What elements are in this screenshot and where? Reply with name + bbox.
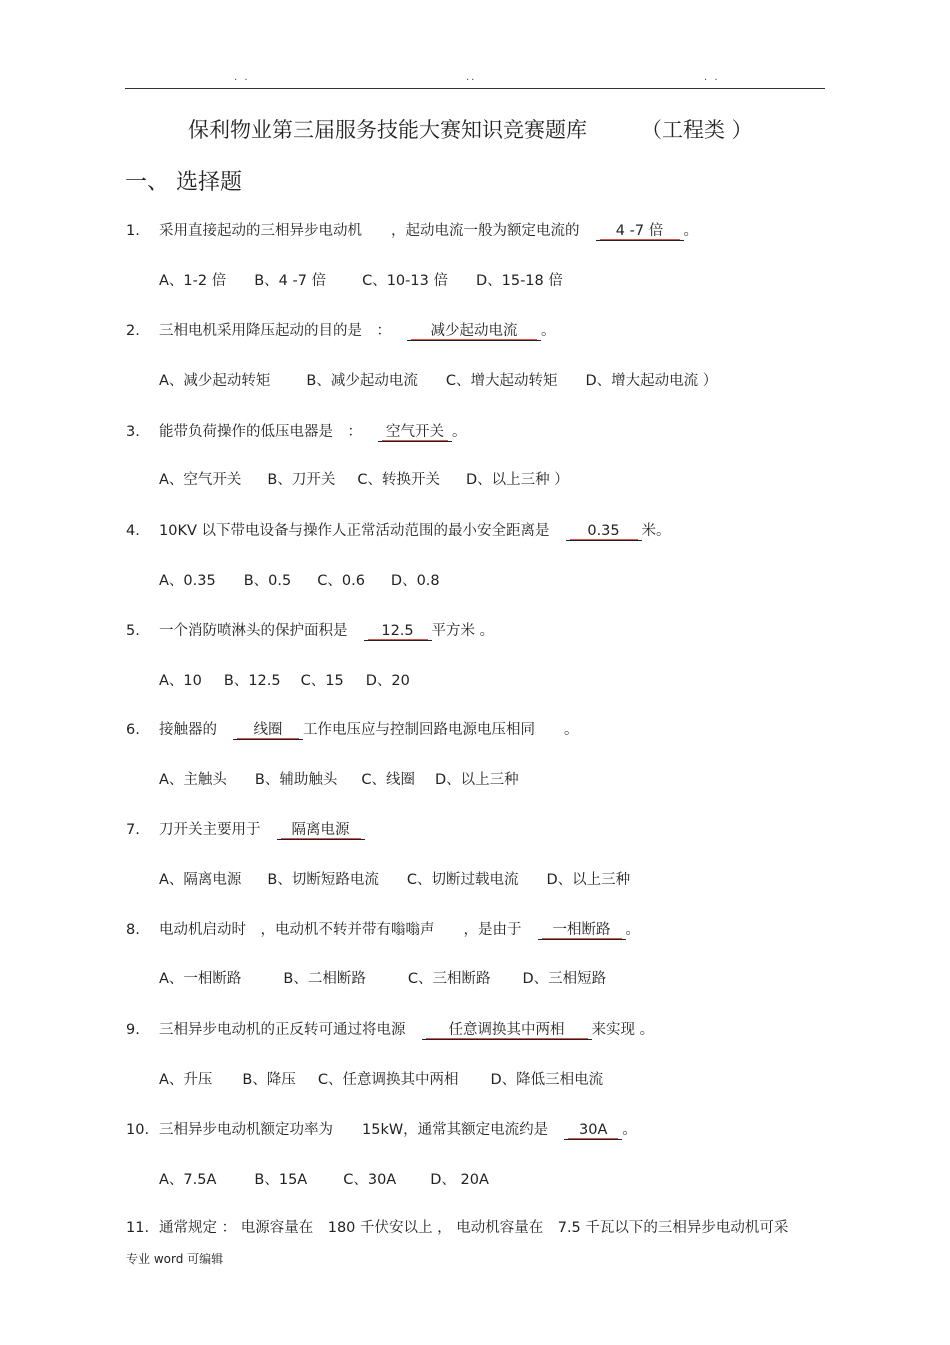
option-c: C、15 [300, 673, 344, 689]
options-row-7 [159, 868, 630, 889]
answer-blank: 隔离电源 [277, 822, 365, 840]
question-text: 三相异步电动机的正反转可通过将电源 [159, 1022, 406, 1038]
question-tail: 。 [541, 323, 556, 339]
question-number: 9. [126, 1022, 140, 1038]
document-title [188, 114, 753, 144]
question-text: 10KV 以下带电设备与操作人正常活动范围的最小安全距离是 [159, 523, 550, 539]
page-footer: 专业 word 可编辑 [126, 1252, 224, 1266]
question-tail: 米。 [641, 523, 671, 539]
option-a: A、空气开关 [159, 472, 242, 488]
option-b: B、辅助触头 [254, 772, 338, 788]
option-d: D、15-18 倍 [475, 273, 563, 289]
question-number: 6. [126, 722, 140, 738]
option-c: C、10-13 倍 [362, 273, 448, 289]
option-c: C、增大起动转矩 [445, 373, 558, 389]
title-tag: （工程类 ） [641, 118, 753, 142]
question-tail: 工作电压应与控制回路电源电压相同 。 [303, 722, 579, 738]
option-c: C、三相断路 [407, 971, 491, 987]
option-c: C、切断过载电流 [406, 872, 519, 888]
options-row-5 [159, 669, 410, 690]
header-mark-left: . . [234, 72, 250, 83]
question-tail: 。 [622, 1122, 637, 1138]
question-text: 能带负荷操作的低压电器是 ： [159, 424, 362, 440]
option-b: B、二相断路 [283, 971, 366, 987]
question-text: 刀开关主要用于 [159, 822, 261, 838]
option-a: A、7.5A [159, 1172, 217, 1188]
options-row-3 [159, 468, 569, 489]
question-tail: 来实现 。 [591, 1022, 655, 1038]
question-number: 3. [126, 424, 140, 440]
header-mark-right: . . [704, 72, 720, 83]
options-row-8 [159, 967, 606, 988]
question-tail: 。 [683, 223, 698, 239]
options-row-4 [159, 569, 440, 590]
option-d: D、以上三种 ） [466, 472, 569, 488]
option-d: D、三相短路 [522, 971, 607, 987]
option-d: D、0.8 [390, 573, 440, 589]
option-a: A、主触头 [159, 772, 227, 788]
question-tail: 。 [452, 424, 467, 440]
option-d: D、以上三种 [546, 872, 631, 888]
option-c: C、转换开关 [357, 472, 440, 488]
question-number: 8. [126, 922, 140, 938]
answer-blank: 12.5 [364, 623, 432, 641]
question-9 [126, 1018, 654, 1040]
option-d: D、降低三相电流 [490, 1072, 604, 1088]
option-b: B、切断短路电流 [267, 872, 379, 888]
option-d: D、以上三种 [435, 772, 519, 788]
question-7 [126, 818, 365, 840]
question-text: 通常规定 ： 电源容量在 180 千伏安以上 ， 电动机容量在 7.5 千瓦以下的三相异步电动机可采 [159, 1220, 789, 1236]
header-mark-center: .. [466, 72, 477, 83]
question-4 [126, 519, 671, 541]
answer-blank: 一相断路 [538, 922, 626, 940]
options-row-1 [159, 269, 563, 290]
option-b: B、降压 [242, 1072, 296, 1088]
question-text: 三相电机采用降压起动的目的是 ： [159, 323, 391, 339]
question-number: 10. [126, 1122, 150, 1138]
question-number: 4. [126, 523, 140, 539]
option-d: D、增大起动电流 ） [585, 373, 718, 389]
option-b: B、减少起动电流 [306, 373, 418, 389]
answer-blank: 空气开关 [378, 424, 452, 442]
option-a: A、0.35 [159, 573, 216, 589]
option-a: A、1-2 倍 [159, 273, 227, 289]
answer-blank: 30A [564, 1122, 622, 1140]
answer-blank: 4 -7 倍 [596, 223, 684, 241]
question-6 [126, 718, 579, 740]
option-a: A、一相断路 [159, 971, 242, 987]
options-row-10 [159, 1168, 489, 1189]
option-a: A、升压 [159, 1072, 213, 1088]
question-number: 2. [126, 323, 140, 339]
question-number: 1. [126, 223, 140, 239]
title-main: 保利物业第三届服务技能大赛知识竞赛题库 [188, 118, 587, 142]
options-row-2 [159, 369, 717, 390]
question-text: 三相异步电动机额定功率为 15kW，通常其额定电流约是 [159, 1122, 549, 1138]
header-rule [125, 88, 825, 89]
question-8 [126, 918, 640, 940]
option-a: A、隔离电源 [159, 872, 242, 888]
answer-blank: 减少起动电流 [407, 323, 541, 341]
question-number: 11. [126, 1220, 150, 1236]
question-number: 5. [126, 623, 140, 639]
option-b: B、0.5 [243, 573, 292, 589]
answer-blank: 线圈 [233, 722, 303, 740]
option-d: D、 20A [430, 1172, 489, 1188]
answer-blank: 任意调换其中两相 [422, 1022, 592, 1040]
answer-blank: 0.35 [566, 523, 642, 541]
question-text: 一个消防喷淋头的保护面积是 [159, 623, 348, 639]
question-5 [126, 619, 494, 641]
question-3 [126, 420, 467, 442]
question-tail: 平方米 。 [431, 623, 495, 639]
section-heading: 一、 选择题 [125, 170, 242, 195]
question-text: 采用直接起动的三相异步电动机 ，起动电流一般为额定电流的 [159, 223, 580, 239]
option-c: C、线圈 [361, 772, 415, 788]
question-10 [126, 1118, 637, 1140]
question-11 [126, 1216, 788, 1237]
option-d: D、20 [365, 673, 410, 689]
option-c: C、30A [343, 1172, 397, 1188]
question-1 [126, 219, 698, 241]
question-2 [126, 319, 556, 341]
option-b: B、4 -7 倍 [254, 273, 327, 289]
option-b: B、12.5 [223, 673, 281, 689]
option-c: C、0.6 [317, 573, 365, 589]
question-text: 电动机启动时 ，电动机不转并带有嗡嗡声 ，是由于 [159, 922, 522, 938]
option-a: A、减少起动转矩 [159, 373, 271, 389]
option-b: B、刀开关 [267, 472, 336, 488]
option-c: C、任意调换其中两相 [317, 1072, 459, 1088]
question-tail: 。 [625, 922, 640, 938]
question-text: 接触器的 [159, 722, 217, 738]
options-row-6 [159, 768, 519, 789]
question-number: 7. [126, 822, 140, 838]
option-b: B、15A [254, 1172, 308, 1188]
options-row-9 [159, 1068, 603, 1089]
option-a: A、10 [159, 673, 202, 689]
